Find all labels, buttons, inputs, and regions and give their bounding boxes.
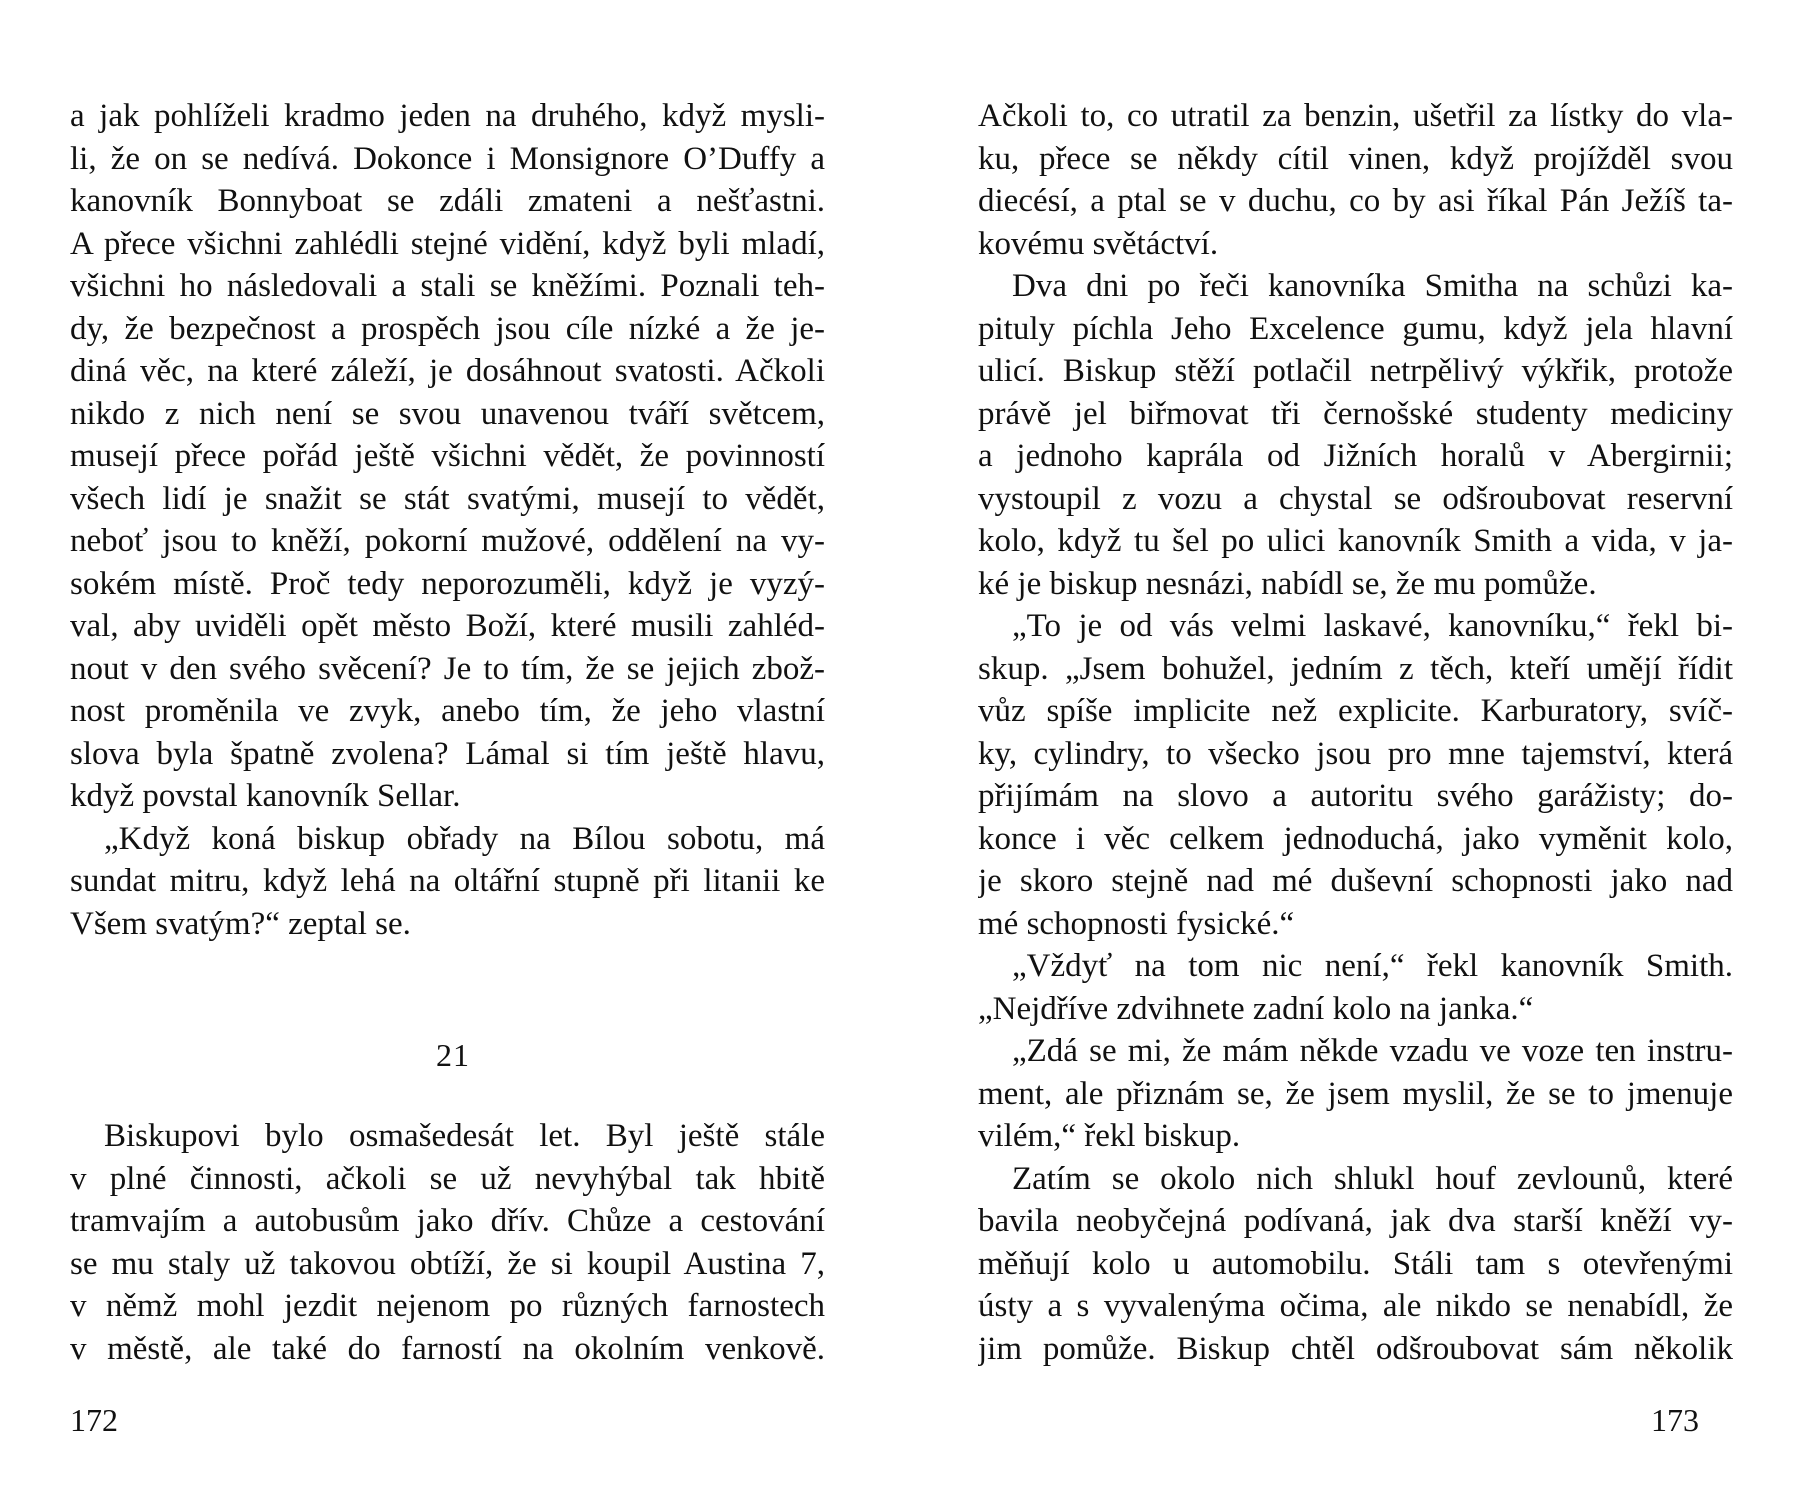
text-line: v plné činnosti, ačkoli se už nevyhýbal tak hbitě [70, 1160, 825, 1197]
text-line: vůz spíše implicite než explicite. Karburatory, svíč- [978, 693, 1733, 729]
text-line: v němž mohl jezdit nejenom po různých farnostech [70, 1288, 825, 1324]
text-line: v městě, ale také do farností na okolním venkově. [70, 1330, 825, 1367]
text-line: nout v den svého svěcení? Je to tím, že se jejich zbož- [70, 650, 825, 687]
text-line: Dva dni po řeči kanovníka Smitha na schůzi ka- [1012, 268, 1733, 304]
text-line: ment, ale přiznám se, že jsem myslil, že se to jmenuje [978, 1075, 1733, 1112]
text-line: Všem svatým?“ zeptal se. [70, 905, 411, 942]
text-line: skup. „Jsem bohužel, jedním z těch, kteří umějí řídit [978, 650, 1733, 687]
text-line: je skoro stejně nad mé duševní schopnosti jako nad [978, 863, 1733, 899]
text-line: mé schopnosti fysické.“ [978, 905, 1295, 942]
text-line: a jednoho kaprála od Jižních horalů v Abergirnii; [978, 438, 1733, 474]
text-line: když povstal kanovník Sellar. [70, 778, 461, 814]
text-line: kovému světáctví. [978, 225, 1219, 262]
text-line: se mu staly už takovou obtíží, že si koupil Austina 7, [70, 1245, 825, 1282]
page-number: 173 [1651, 1402, 1699, 1438]
chapter-number: 21 [436, 1037, 470, 1073]
text-line: všech lidí je snažit se stát svatými, musejí to vědět, [70, 480, 825, 517]
text-line: sundat mitru, když lehá na oltářní stupně při litanii ke [70, 863, 825, 899]
text-line: kolo, když tu šel po ulici kanovník Smith a vida, v ja- [978, 523, 1733, 559]
text-line: val, aby uviděli opět město Boží, které musili zahléd- [70, 608, 825, 644]
text-line: diná věc, na které záleží, je dosáhnout svatosti. Ačkoli [70, 353, 825, 389]
text-line: kanovník Bonnyboat se zdáli zmateni a nešťastni. [70, 183, 825, 219]
text-line: nikdo z nich není se svou unavenou tváří světcem, [70, 395, 825, 432]
text-line: ké je biskup nesnázi, nabídl se, že mu pomůže. [978, 565, 1597, 602]
text-line: ky, cylindry, to všecko jsou pro mne tajemství, která [978, 735, 1733, 772]
text-line: pituly píchla Jeho Excelence gumu, když jela hlavní [978, 310, 1733, 347]
text-line: měňují kolo u automobilu. Stáli tam s otevřenými [978, 1245, 1733, 1282]
text-line: musejí přece pořád ještě všichni vědět, že povinností [70, 438, 825, 474]
text-line: vilém,“ řekl biskup. [978, 1118, 1241, 1154]
text-line: ulicí. Biskup stěží potlačil netrpělivý výkřik, protože [978, 353, 1733, 389]
text-line: tramvajím a autobusům jako dřív. Chůze a cestování [70, 1203, 825, 1239]
text-line: sokém místě. Proč tedy neporozuměli, když je vyzý- [70, 565, 825, 602]
left-paragraph-3 [70, 1115, 825, 1370]
text-line: dy, že bezpečnost a prospěch jsou cíle nízké a že je- [70, 310, 825, 347]
text-line: bavila neobyčejná podívaná, jak dva starší kněží vy- [978, 1203, 1733, 1239]
text-line: ku, přece se někdy cítil vinen, když projížděl svou [978, 140, 1733, 177]
text-line: nost proměnila ve zvyk, anebo tím, že jeho vlastní [70, 693, 825, 729]
text-line: Zatím se okolo nich shlukl houf zevlounů, které [1012, 1160, 1733, 1197]
text-line: všichni ho následovali a stali se kněžími. Poznali teh- [70, 268, 825, 304]
text-line: jim pomůže. Biskup chtěl odšroubovat sám několik [978, 1330, 1733, 1367]
text-line: „Vždyť na tom nic není,“ řekl kanovník Smith. [1012, 948, 1733, 984]
text-line: vystoupil z vozu a chystal se odšroubovat reservní [978, 480, 1733, 517]
text-line: „Nejdříve zdvihnete zadní kolo na janka.“ [978, 990, 1534, 1027]
text-line: konce i věc celkem jednoduchá, jako vyměnit kolo, [978, 820, 1733, 857]
right-page [906, 0, 1812, 1501]
text-line: „Zdá se mi, že mám někde vzadu ve voze ten instru- [1012, 1033, 1733, 1069]
page-number: 172 [70, 1402, 118, 1438]
text-line: li, že on se nedívá. Dokonce i Monsignore O’Duffy a [70, 140, 825, 177]
text-line: přijímám na slovo a autoritu svého garážisty; do- [978, 778, 1733, 814]
text-line: ústy a s vyvalenýma očima, ale nikdo se nenabídl, že [978, 1288, 1733, 1324]
text-line: Ačkoli to, co utratil za benzin, ušetřil za lístky do vla- [978, 98, 1733, 134]
text-line: slova byla špatně zvolena? Lámal si tím ještě hlavu, [70, 735, 825, 772]
text-line: diecésí, a ptal se v duchu, co by asi říkal Pán Ježíš ta- [978, 183, 1733, 219]
text-line: „To je od vás velmi laskavé, kanovníku,“ řekl bi- [1012, 608, 1733, 644]
text-line: právě jel biřmovat tři černošské studenty mediciny [978, 395, 1733, 432]
right-text [978, 95, 1733, 1370]
text-line: A přece všichni zahlédli stejné vidění, když byli mladí, [70, 225, 825, 262]
left-paragraph-1 [70, 95, 825, 945]
text-line: a jak pohlíželi kradmo jeden na druhého, když mysli- [70, 98, 825, 134]
text-line: Biskupovi bylo osmašedesát let. Byl ještě stále [104, 1118, 825, 1154]
text-line: „Když koná biskup obřady na Bílou sobotu, má [104, 820, 825, 857]
text-line: neboť jsou to kněží, pokorní mužové, oddělení na vy- [70, 523, 825, 559]
